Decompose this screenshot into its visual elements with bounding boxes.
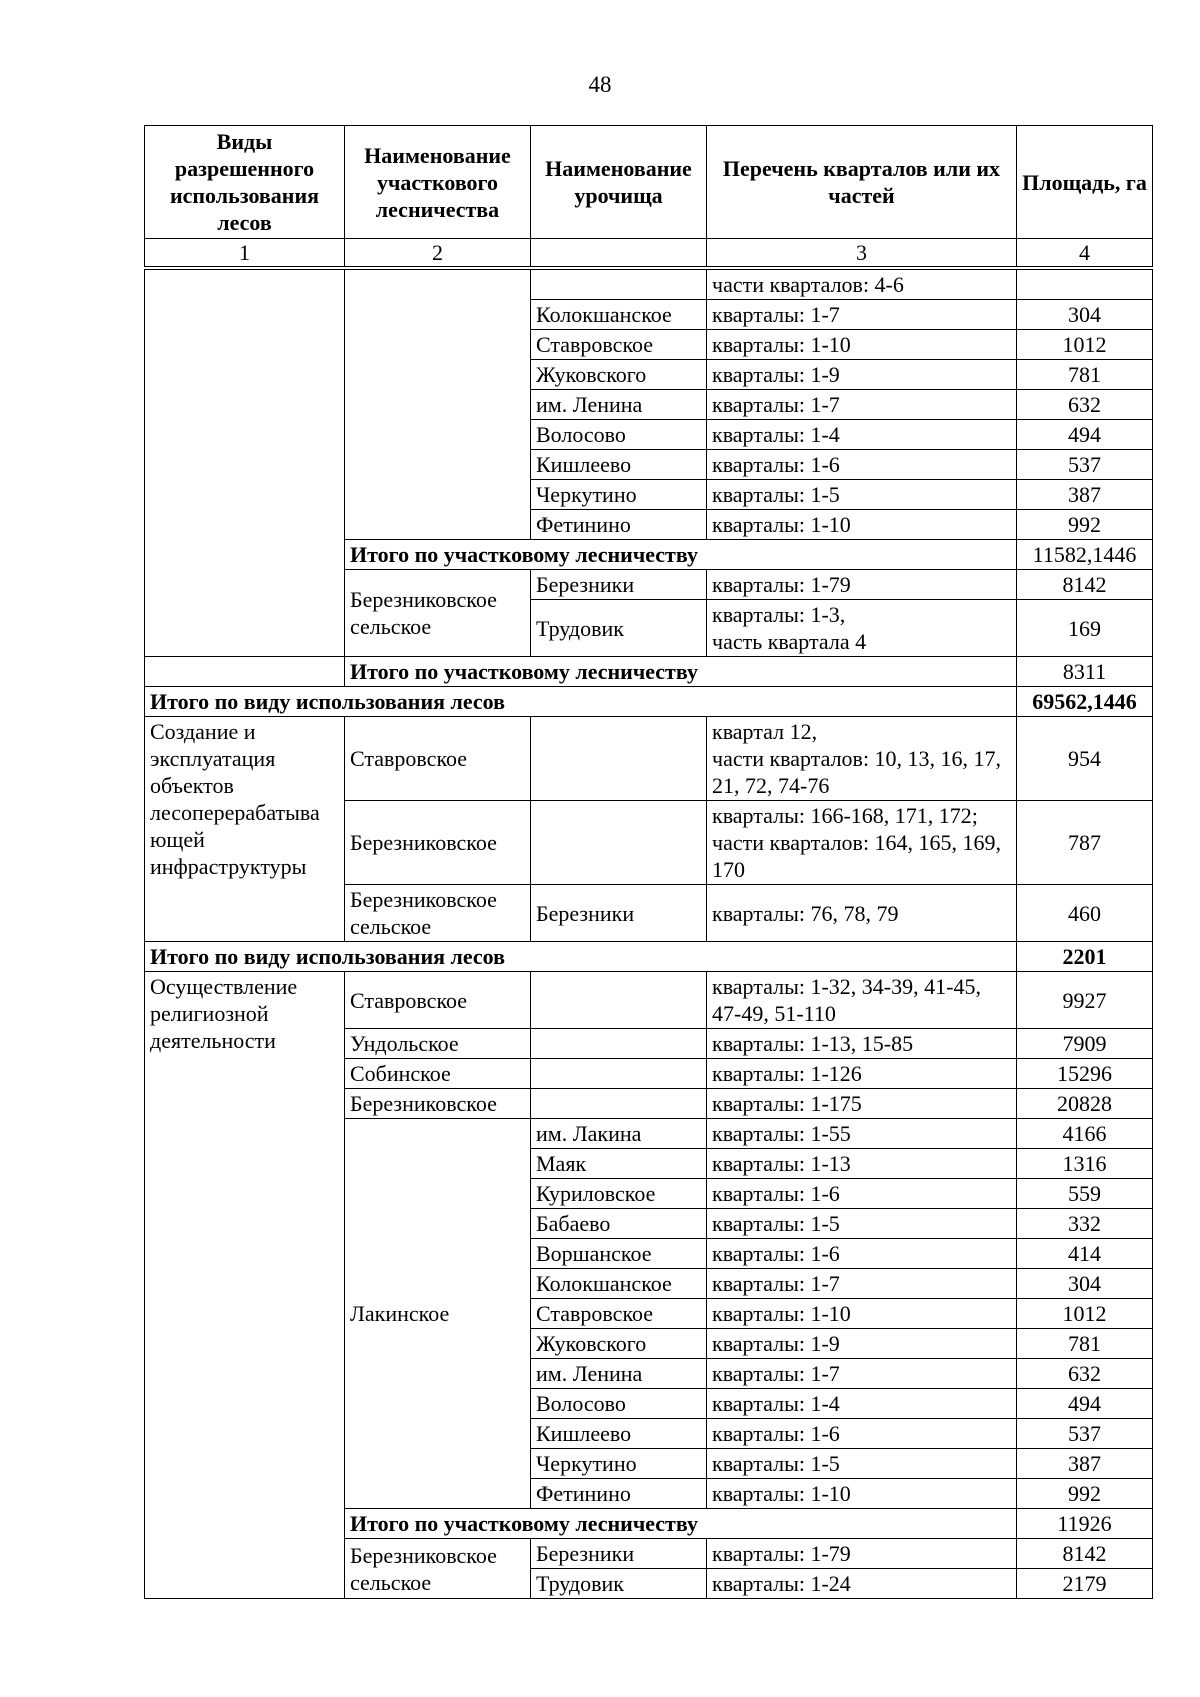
tract-cell: им. Ленина — [531, 390, 707, 420]
header-area: Площадь, га — [1017, 126, 1153, 239]
area-cell: 304 — [1017, 300, 1153, 330]
quarters-cell: части кварталов: 4-6 — [707, 268, 1017, 300]
column-number: 1 — [145, 239, 345, 269]
tract-cell: Колокшанское — [531, 300, 707, 330]
district-cell: Ставровское — [345, 972, 531, 1029]
tract-cell — [531, 1059, 707, 1089]
quarters-cell: кварталы: 1-55 — [707, 1119, 1017, 1149]
use-type-cell — [145, 268, 345, 657]
district-cell: Березниковское — [345, 801, 531, 885]
area-cell: 15296 — [1017, 1059, 1153, 1089]
quarters-cell: кварталы: 1-4 — [707, 1389, 1017, 1419]
district-cell: Ставровское — [345, 717, 531, 801]
use-total-label: Итого по виду использования лесов — [145, 942, 1017, 972]
tract-cell — [531, 1089, 707, 1119]
quarters-cell: кварталы: 1-6 — [707, 1239, 1017, 1269]
header-use-type: Виды разрешенного использования лесов — [145, 126, 345, 239]
use-total-label: Итого по виду использования лесов — [145, 687, 1017, 717]
tract-cell: Кишлеево — [531, 1419, 707, 1449]
area-cell: 537 — [1017, 1419, 1153, 1449]
quarters-cell: кварталы: 1-6 — [707, 450, 1017, 480]
quarters-cell: кварталы: 1-10 — [707, 1299, 1017, 1329]
district-cell: Березниковское сельское — [345, 1539, 531, 1599]
quarters-cell: кварталы: 1-5 — [707, 480, 1017, 510]
tract-cell: им. Ленина — [531, 1359, 707, 1389]
area-cell: 460 — [1017, 885, 1153, 942]
tract-cell: Черкутино — [531, 480, 707, 510]
area-cell: 494 — [1017, 420, 1153, 450]
quarters-cell: кварталы: 1-7 — [707, 1359, 1017, 1389]
tract-cell: Волосово — [531, 420, 707, 450]
district-cell: Собинское — [345, 1059, 531, 1089]
quarters-cell: кварталы: 1-10 — [707, 1479, 1017, 1509]
quarters-cell: кварталы: 1-6 — [707, 1419, 1017, 1449]
tract-cell — [531, 268, 707, 300]
district-total-label: Итого по участковому лесничеству — [345, 657, 1017, 687]
tract-cell: Ставровское — [531, 330, 707, 360]
tract-cell: Кишлеево — [531, 450, 707, 480]
column-number: 3 — [707, 239, 1017, 269]
use-type-cell: Осуществление религиозной деятельности — [145, 972, 345, 1599]
area-cell: 8142 — [1017, 1539, 1153, 1569]
area-cell: 304 — [1017, 1269, 1153, 1299]
district-cell: Березниковское сельское — [345, 570, 531, 657]
quarters-cell: кварталы: 1-7 — [707, 300, 1017, 330]
tract-cell: Березники — [531, 570, 707, 600]
area-cell: 1012 — [1017, 1299, 1153, 1329]
tract-cell: Фетинино — [531, 1479, 707, 1509]
quarters-cell: кварталы: 1-6 — [707, 1179, 1017, 1209]
district-total-row — [145, 657, 1153, 687]
quarters-cell: кварталы: 166-168, 171, 172; части кварталов: 164, 165, 169, 170 — [707, 801, 1017, 885]
use-total-row — [145, 942, 1153, 972]
area-cell: 632 — [1017, 390, 1153, 420]
area-cell: 954 — [1017, 717, 1153, 801]
quarters-cell: кварталы: 1-10 — [707, 510, 1017, 540]
tract-cell: Жуковского — [531, 1329, 707, 1359]
area-cell: 9927 — [1017, 972, 1153, 1029]
area-cell: 7909 — [1017, 1029, 1153, 1059]
header-tract: Наименование урочища — [531, 126, 707, 239]
tract-cell: Березники — [531, 1539, 707, 1569]
area-cell: 4166 — [1017, 1119, 1153, 1149]
page-number: 48 — [588, 72, 612, 97]
area-cell: 787 — [1017, 801, 1153, 885]
quarters-cell: кварталы: 76, 78, 79 — [707, 885, 1017, 942]
tract-cell: Трудовик — [531, 1569, 707, 1599]
quarters-cell: кварталы: 1-10 — [707, 330, 1017, 360]
table-row — [145, 972, 1153, 1029]
use-total-row — [145, 687, 1153, 717]
tract-cell: Жуковского — [531, 360, 707, 390]
area-cell: 559 — [1017, 1179, 1153, 1209]
quarters-cell: кварталы: 1-3, часть квартала 4 — [707, 600, 1017, 657]
use-total-area: 2201 — [1017, 942, 1153, 972]
area-cell: 992 — [1017, 510, 1153, 540]
area-cell: 632 — [1017, 1359, 1153, 1389]
use-total-area: 69562,1446 — [1017, 687, 1153, 717]
column-number-row — [145, 239, 1153, 269]
area-cell: 20828 — [1017, 1089, 1153, 1119]
district-cell: Ундольское — [345, 1029, 531, 1059]
tract-cell: Бабаево — [531, 1209, 707, 1239]
quarters-cell: кварталы: 1-5 — [707, 1449, 1017, 1479]
quarters-cell: кварталы: 1-9 — [707, 360, 1017, 390]
tract-cell: Березники — [531, 885, 707, 942]
forest-use-table — [144, 125, 1153, 1599]
district-cell: Лакинское — [345, 1119, 531, 1509]
area-cell: 992 — [1017, 1479, 1153, 1509]
quarters-cell: кварталы: 1-24 — [707, 1569, 1017, 1599]
header-quarters: Перечень кварталов или их частей — [707, 126, 1017, 239]
table-row — [145, 717, 1153, 801]
table-row — [145, 268, 1153, 300]
area-cell — [1017, 268, 1153, 300]
tract-cell: Черкутино — [531, 1449, 707, 1479]
district-total-area: 11926 — [1017, 1509, 1153, 1539]
district-cell — [345, 268, 531, 540]
tract-cell: Воршанское — [531, 1239, 707, 1269]
quarters-cell: кварталы: 1-126 — [707, 1059, 1017, 1089]
district-total-label: Итого по участковому лесничеству — [345, 1509, 1017, 1539]
district-cell: Березниковское сельское — [345, 885, 531, 942]
area-cell: 2179 — [1017, 1569, 1153, 1599]
district-total-area: 11582,1446 — [1017, 540, 1153, 570]
area-cell: 1012 — [1017, 330, 1153, 360]
area-cell: 387 — [1017, 1449, 1153, 1479]
district-total-label: Итого по участковому лесничеству — [345, 540, 1017, 570]
tract-cell — [531, 1029, 707, 1059]
area-cell: 781 — [1017, 1329, 1153, 1359]
area-cell: 8142 — [1017, 570, 1153, 600]
area-cell: 169 — [1017, 600, 1153, 657]
tract-cell: Трудовик — [531, 600, 707, 657]
tract-cell — [531, 972, 707, 1029]
area-cell: 332 — [1017, 1209, 1153, 1239]
tract-cell: Волосово — [531, 1389, 707, 1419]
header-district: Наименование участкового лесничества — [345, 126, 531, 239]
column-number — [531, 239, 707, 269]
quarters-cell: кварталы: 1-79 — [707, 570, 1017, 600]
quarters-cell: кварталы: 1-7 — [707, 390, 1017, 420]
column-number: 4 — [1017, 239, 1153, 269]
tract-cell: Фетинино — [531, 510, 707, 540]
area-cell: 387 — [1017, 480, 1153, 510]
column-number: 2 — [345, 239, 531, 269]
quarters-cell: кварталы: 1-9 — [707, 1329, 1017, 1359]
tract-cell: Колокшанское — [531, 1269, 707, 1299]
quarters-cell: кварталы: 1-5 — [707, 1209, 1017, 1239]
quarters-cell: кварталы: 1-79 — [707, 1539, 1017, 1569]
quarters-cell: кварталы: 1-13 — [707, 1149, 1017, 1179]
quarters-cell: кварталы: 1-32, 34-39, 41-45, 47-49, 51-110 — [707, 972, 1017, 1029]
area-cell: 1316 — [1017, 1149, 1153, 1179]
tract-cell: им. Лакина — [531, 1119, 707, 1149]
quarters-cell: кварталы: 1-4 — [707, 420, 1017, 450]
tract-cell — [531, 717, 707, 801]
area-cell: 781 — [1017, 360, 1153, 390]
table-header-row — [145, 126, 1153, 239]
use-type-cell: Создание и эксплуатация объектов лесоперерабатыва ющей инфраструктуры — [145, 717, 345, 942]
tract-cell — [531, 801, 707, 885]
quarters-cell: квартал 12, части кварталов: 10, 13, 16, 17, 21, 72, 74-76 — [707, 717, 1017, 801]
tract-cell: Куриловское — [531, 1179, 707, 1209]
area-cell: 494 — [1017, 1389, 1153, 1419]
tract-cell: Маяк — [531, 1149, 707, 1179]
district-cell: Березниковское — [345, 1089, 531, 1119]
quarters-cell: кварталы: 1-7 — [707, 1269, 1017, 1299]
quarters-cell: кварталы: 1-175 — [707, 1089, 1017, 1119]
area-cell: 414 — [1017, 1239, 1153, 1269]
district-total-area: 8311 — [1017, 657, 1153, 687]
area-cell: 537 — [1017, 450, 1153, 480]
quarters-cell: кварталы: 1-13, 15-85 — [707, 1029, 1017, 1059]
tract-cell: Ставровское — [531, 1299, 707, 1329]
